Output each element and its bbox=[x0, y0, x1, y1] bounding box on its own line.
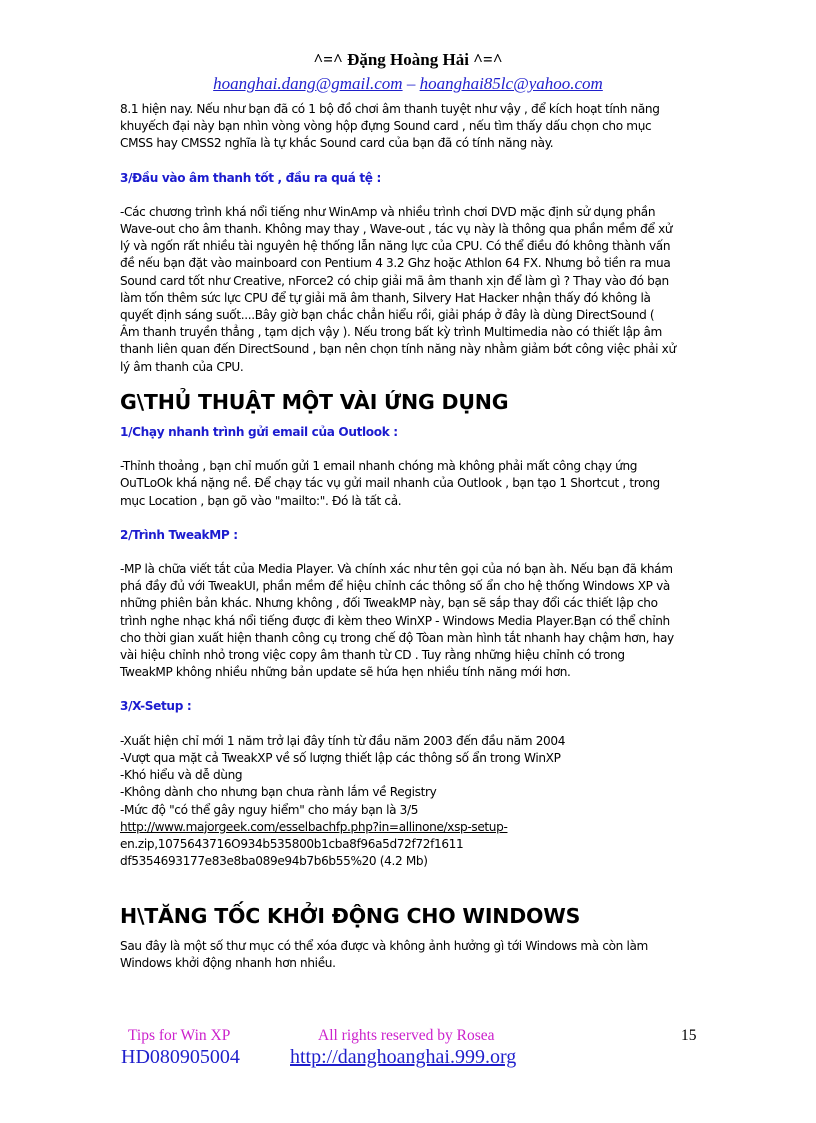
text-line: quyết định sáng suốt....Bây giờ bạn chắc chẳn hiểu rồi, giải pháp ở đây là dùng DirectSound ( bbox=[120, 308, 655, 323]
text-line: -Khó hiểu và dễ dùng bbox=[120, 768, 243, 783]
section-title-outlook: 1/Chạy nhanh trình gửi email của Outlook : bbox=[120, 425, 398, 440]
text-line: Wave-out cho âm thanh. Không may thay , Wave-out , tác vụ này là thông qua phần mềm để xử bbox=[120, 222, 673, 237]
heading-h: H\TĂNG TỐC KHỞI ĐỘNG CHO WINDOWS bbox=[120, 904, 581, 929]
text-line: Windows khởi động nhanh hơn nhiều. bbox=[120, 955, 336, 970]
text-line: khuyếch đại này bạn nhìn vòng vòng hộp đựng Sound card , nếu tìm thấy dấu chọn cho mục bbox=[120, 119, 652, 134]
page-number: 15 bbox=[681, 1027, 697, 1044]
text-line: những phiên bản khác. Nhưng không , đối TweakMP này, bạn sẽ sắp thay đổi các thiết lập cho bbox=[120, 596, 658, 611]
text-line: 8.1 hiện nay. Nếu như bạn đã có 1 bộ đồ chơi âm thanh tuyệt như vậy , để kích hoạt tính năng bbox=[120, 102, 660, 116]
text-line: đề nếu bạn đặt vào mainboard con Pentium 4 3.2 Ghz hoặc Athlon 64 FX. Nhưng bỏ tiền ra mua bbox=[120, 256, 671, 271]
text-line: vài hiệu chỉnh nhỏ trong việc copy âm thanh từ CD . Tuy rằng những hiệu chỉnh có trong bbox=[120, 648, 625, 663]
text-line: lý âm thanh của CPU. bbox=[120, 359, 244, 374]
email-link-gmail[interactable]: hoanghai.dang@gmail.com bbox=[213, 74, 403, 93]
page-content bbox=[120, 101, 702, 972]
text-line: -Xuất hiện chỉ mới 1 năm trở lại đây tính từ đầu năm 2003 đến đầu năm 2004 bbox=[120, 733, 566, 748]
text-line: làm tốn thêm sức lực CPU để tự giải mã âm thanh, Silvery Hat Hacker nhận thấy đó không là bbox=[120, 290, 651, 305]
text-line: -MP là chữa viết tắt của Media Player. Và chính xác như tên gọi của nó bạn àh. Nếu bạn đã khám bbox=[120, 562, 673, 577]
text-line: Âm thanh truyền thẳng , tạm dịch vậy ). Nếu trong bất kỳ trình Multimedia nào có thiết lập âm bbox=[120, 325, 662, 340]
footer-tips: Tips for Win XP bbox=[128, 1027, 231, 1044]
section-title-tweakmp: 2/Trình TweakMP : bbox=[120, 527, 238, 542]
text-line: -Mức độ "có thể gây nguy hiểm" cho máy bạn là 3/5 bbox=[120, 802, 419, 817]
xsetup-download-link[interactable]: http://www.majorgeek.com/esselbachfp.php?in=allinone/xsp-setup- bbox=[120, 819, 508, 834]
text-line: OuTLoOk khá nặng nề. Để chạy tác vụ gửi mail nhanh của Outlook , bạn tạo 1 Shortcut , trong bbox=[120, 476, 660, 491]
text-line: -Các chương trình khá nổi tiếng như WinAmp và nhiều trình chơi DVD mặc định sử dụng phần bbox=[120, 204, 656, 219]
footer-rights: All rights reserved by Rosea bbox=[318, 1027, 495, 1044]
text-line: en.zip,1075643716O934b535800b1cba8f96a5d72f72f1611 bbox=[120, 836, 464, 851]
section-title-audio: 3/Đầu vào âm thanh tốt , đầu ra quá tệ : bbox=[120, 170, 381, 185]
text-line: phá đầy đủ với TweakUI, phần mềm để hiệu chỉnh các thông số ẩn cho hệ thống Windows XP và bbox=[120, 579, 670, 594]
text-line: Sound card tốt như Creative, nForce2 có chip giải mã âm thanh xịn để làm gì ? Thay vào đó bạn bbox=[120, 273, 669, 288]
header-emails bbox=[0, 74, 816, 94]
footer-code: HD080905004 bbox=[121, 1046, 240, 1068]
text-line: Sau đây là một số thư mục có thể xóa được và không ảnh hưởng gì tới Windows mà còn làm bbox=[120, 938, 648, 953]
text-line: TweakMP không nhiều những bản update sẽ hứa hẹn nhiều tính năng mới hơn. bbox=[120, 665, 571, 680]
text-line: CMSS hay CMSS2 nghĩa là tự khắc Sound card của bạn đã có tính năng này. bbox=[120, 136, 554, 151]
header-author: ^=^ Đặng Hoàng Hải ^=^ bbox=[313, 50, 503, 69]
section-title-xsetup: 3/X-Setup : bbox=[120, 699, 192, 714]
heading-g: G\THỦ THUẬT MỘT VÀI ỨNG DỤNG bbox=[120, 389, 509, 414]
text-line: lý và ngốn rất nhiều tài nguyên hệ thống lẫn năng lực của CPU. Có thể điều đó không thành vấn bbox=[120, 239, 671, 254]
text-line: trình nghe nhạc khá nổi tiếng được đi kèm theo WinXP - Windows Media Player.Bạn có thể chỉnh bbox=[120, 613, 670, 628]
email-separator: – bbox=[402, 74, 420, 93]
text-line: -Thỉnh thoảng , bạn chỉ muốn gửi 1 email nhanh chóng mà không phải mất công chạy ứng bbox=[120, 459, 638, 474]
email-link-yahoo[interactable]: hoanghai85lc@yahoo.com bbox=[419, 74, 603, 93]
text-line: -Không dành cho nhưng bạn chưa rành lắm về Registry bbox=[120, 785, 437, 800]
text-line: thanh liên quan đến DirectSound , bạn nên chọn tính năng này nhằm giảm bớt công việc phải xử bbox=[120, 342, 676, 357]
text-line: df5354693177e83e8ba089e94b7b6b55%20 (4.2 Mb) bbox=[120, 854, 428, 869]
text-line: -Vượt qua mặt cả TweakXP về số lượng thiết lập các thông số ẩn trong WinXP bbox=[120, 750, 561, 765]
text-line: mục Location , bạn gõ vào "mailto:". Đó là tất cả. bbox=[120, 493, 402, 508]
footer-website-link[interactable]: http://danghoanghai.999.org bbox=[290, 1046, 517, 1068]
text-line: cho thời gian xuất hiện thanh công cụ trong chế độ Tòan màn hình tắt nhanh hay chậm hơn, hay bbox=[120, 630, 674, 645]
